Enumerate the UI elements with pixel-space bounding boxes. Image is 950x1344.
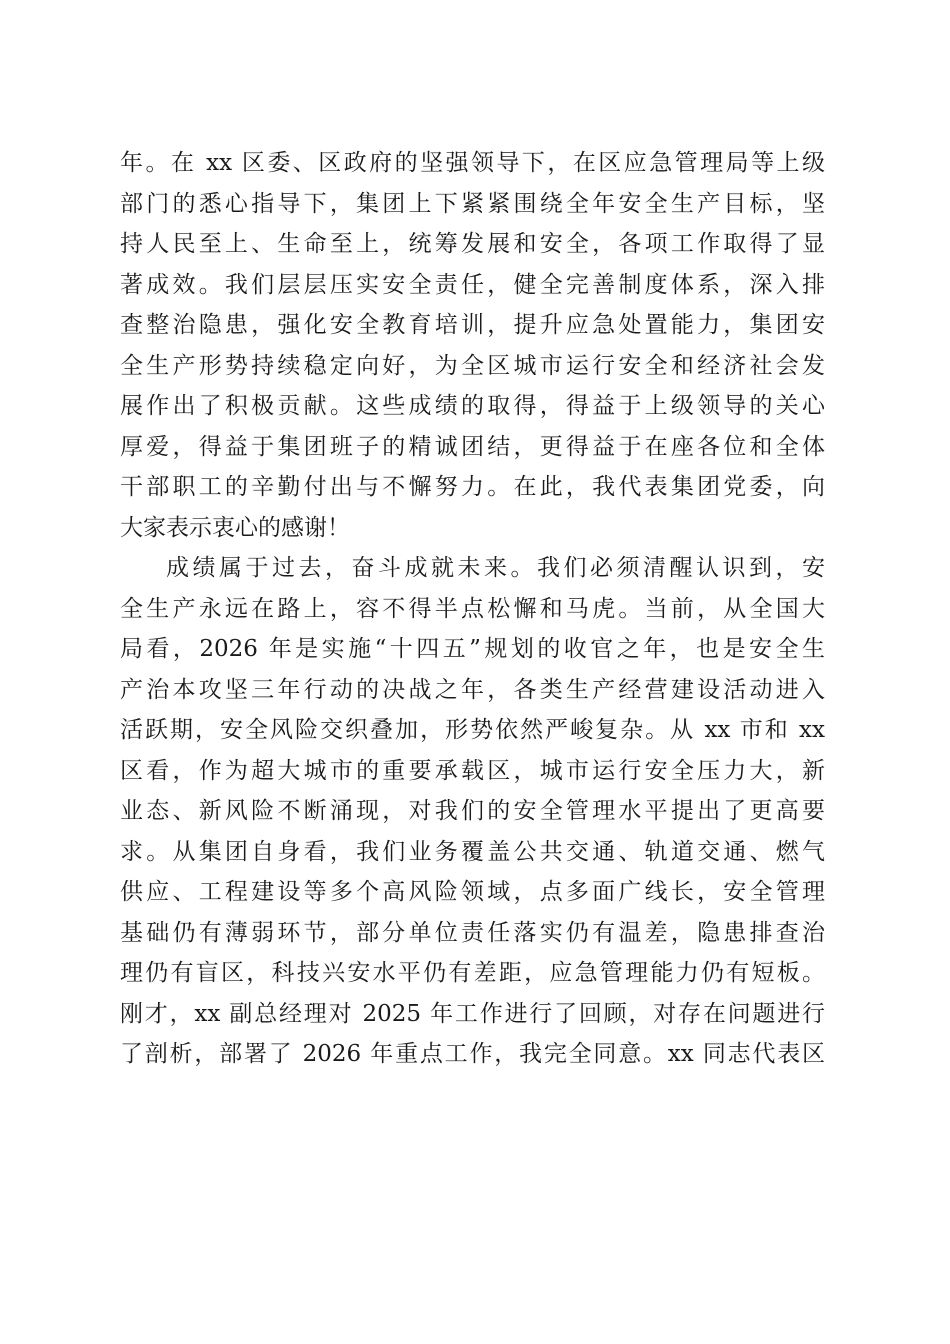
- text-line: 理仍有盲区，科技兴安水平仍有差距，应急管理能力仍有短板。: [120, 960, 825, 986]
- text-line: 业态、新风险不断涌现，对我们的安全管理水平提出了更高要: [120, 798, 825, 824]
- text-line: 求。从集团自身看，我们业务覆盖公共交通、轨道交通、燃气: [120, 838, 825, 865]
- text-line: 年。在 xx 区委、区政府的坚强领导下，在区应急管理局等上级: [120, 150, 825, 176]
- text-line: 著成效。我们层层压实安全责任，健全完善制度体系，深入排: [120, 271, 825, 298]
- text-line: 厚爱，得益于集团班子的精诚团结，更得益于在座各位和全体: [120, 433, 825, 460]
- text-line: 部门的悉心指导下，集团上下紧紧围绕全年安全生产目标，坚: [120, 190, 825, 217]
- text-line: 大家表示衷心的感谢！: [120, 514, 350, 541]
- text-line: 供应、工程建设等多个高风险领域，点多面广线长，安全管理: [120, 879, 825, 905]
- text-line: 成绩属于过去，奋斗成就未来。我们必须清醒认识到，安: [166, 555, 825, 581]
- document-body: [120, 143, 825, 1075]
- text-line: 基础仍有薄弱环节，部分单位责任落实仍有温差，隐患排查治: [120, 919, 825, 946]
- text-line: 产治本攻坚三年行动的决战之年，各类生产经营建设活动进入: [120, 676, 825, 703]
- text-line: 局看，2026 年是实施“十四五”规划的收官之年，也是安全生: [120, 636, 825, 662]
- text-line: 活跃期，安全风险交织叠加，形势依然严峻复杂。从 xx 市和 xx: [120, 717, 825, 743]
- text-line: 查整治隐患，强化安全教育培训，提升应急处置能力，集团安: [120, 312, 825, 338]
- text-line: 全生产形势持续稳定向好，为全区城市运行安全和经济社会发: [120, 352, 825, 379]
- paragraph-2: [120, 548, 825, 1075]
- text-line: 展作出了积极贡献。这些成绩的取得，得益于上级领导的关心: [120, 393, 825, 419]
- text-line: 了剖析，部署了 2026 年重点工作，我完全同意。xx 同志代表区: [120, 1041, 825, 1067]
- text-line: 刚才，xx 副总经理对 2025 年工作进行了回顾，对存在问题进行: [120, 1000, 825, 1027]
- paragraph-1: [120, 143, 825, 548]
- text-line: 区看，作为超大城市的重要承载区，城市运行安全压力大，新: [120, 757, 825, 784]
- text-line: 持人民至上、生命至上，统筹发展和安全，各项工作取得了显: [120, 231, 825, 257]
- text-line: 全生产永远在路上，容不得半点松懈和马虎。当前，从全国大: [120, 595, 825, 622]
- text-line: 干部职工的辛勤付出与不懈努力。在此，我代表集团党委，向: [120, 474, 825, 500]
